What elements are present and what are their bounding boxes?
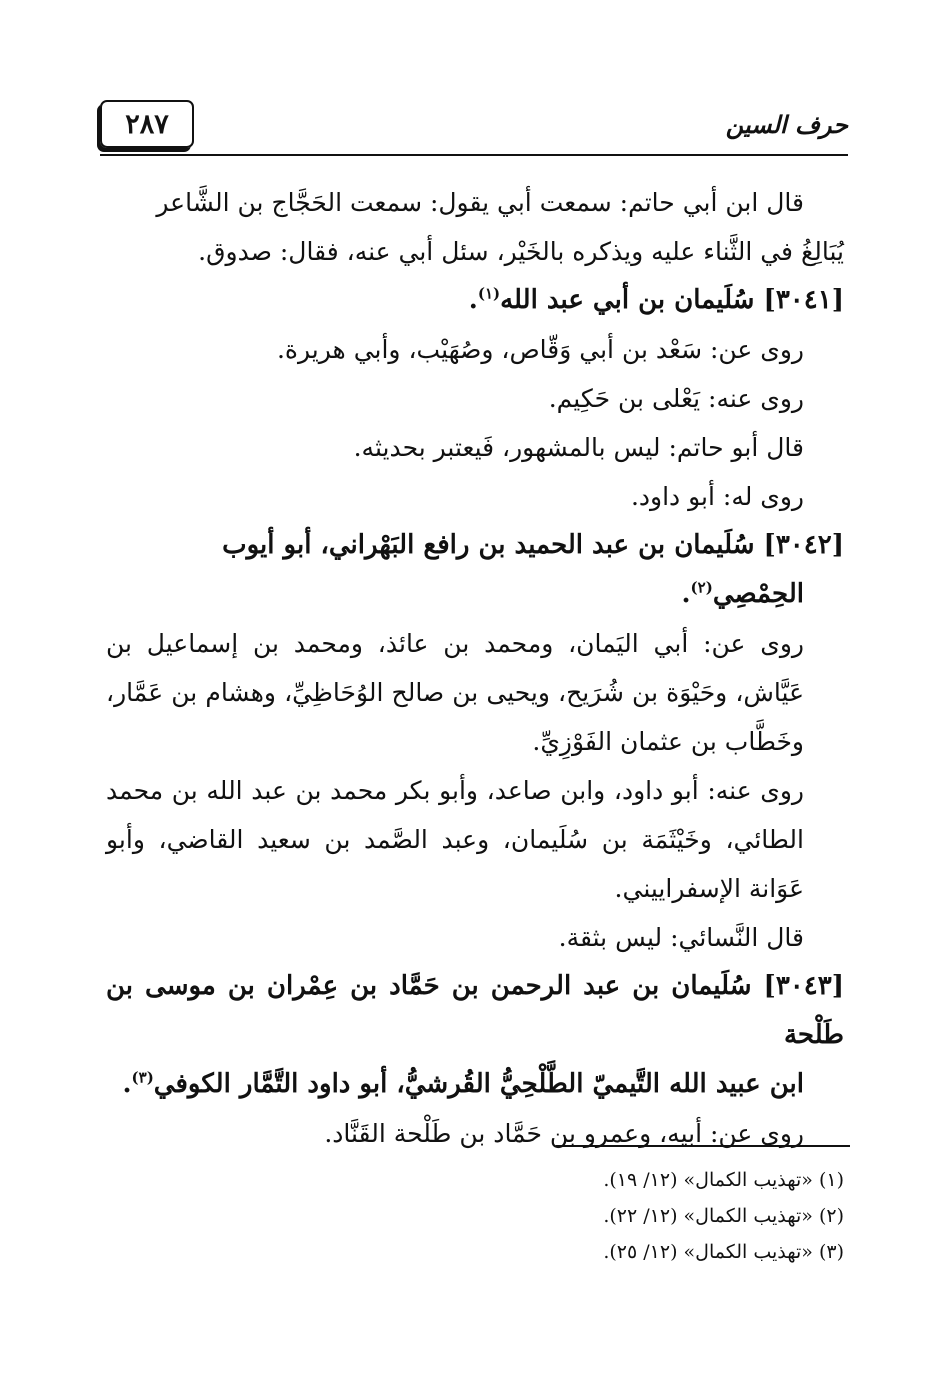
footnote-rule [556,1145,850,1147]
footnote-ref: (١) [477,284,501,303]
main-text [106,178,844,1158]
running-title: حرف السين [725,110,848,139]
entry-line: روى عنه: يَعْلى بن حَكِيم. [548,384,804,413]
entry-heading-3042: [٣٠٤٢] سُلَيمان بن عبد الحميد بن رافع البَهْراني، أبو أيوب [222,530,844,560]
entry-heading-3043: [٣٠٤٣] سُلَيمان بن عبد الرحمن بن حَمَّاد بن عِمْران بن موسى بن طَلْحة [106,971,844,1050]
entry-paragraph: روى عنه: أبو داود، وابن صاعد، وأبو بكر محمد بن عبد الله بن محمد الطائي، وخَيْثَمَة بن سُلَيمان، وعبد الصَّمد بن سعيد القاضي، وأبو عَوَانة الإسفراييني. [106,776,804,903]
entry-title: الحِمْصِي [712,579,804,609]
entry-end: . [468,285,478,315]
entry-end: . [681,579,691,609]
footnote: (١) «تهذيب الكمال» (١٢/ ١٩). [603,1169,844,1191]
entry-heading-3042-cont [106,570,844,619]
entry-line: روى عن: سَعْد بن أبي وَقّاص، وصُهَيْب، وأبي هريرة. [276,335,804,364]
entry-heading-3043-cont [106,1060,844,1109]
footnotes [344,1162,844,1270]
header-rule [100,154,848,156]
entry-title: ابن عبيد الله التَّيميّ الطَّلْحِيُّ القُرشيُّ، أبو داود التَّمَّار الكوفي [153,1069,804,1099]
entry-paragraph: روى عن: أبي اليَمان، ومحمد بن عائذ، ومحمد بن إسماعيل بن عَيَّاش، وحَيْوَة بن شُرَيح، ويحيى بن صالح الوُحَاظِيِّ، وهشام بن عَمَّار، وخَطَّاب بن عثمان الفَوْزِيِّ. [106,629,804,756]
footnote: (٣) «تهذيب الكمال» (١٢/ ٢٥). [603,1241,844,1263]
entry-line: قال أبو حاتم: ليس بالمشهور، فَيعتبر بحديثه. [353,433,804,462]
footnote: (٢) «تهذيب الكمال» (١٢/ ٢٢). [603,1205,844,1227]
paragraph-line: يُبَالِغُ في الثَّناء عليه ويذكره بالخَيْر، سئل أبي عنه، فقال: صدوق. [198,237,844,266]
entry-heading-3041 [106,276,844,325]
entry-line: روى له: أبو داود. [630,482,804,511]
entry-line: روى عن: أبيه، وعمرو بن حَمَّاد بن طَلْحة القَنَّاد. [324,1119,804,1148]
entry-paragraph: قال النَّسائي: ليس بثقة. [558,923,804,952]
page-number: ٢٨٧ [100,100,194,148]
paragraph-line: قال ابن أبي حاتم: سمعت أبي يقول: سمعت الحَجَّاج بن الشَّاعر [156,188,804,217]
footnote-ref: (٢) [690,578,713,597]
entry-title: [٣٠٤١] سُلَيمان بن أبي عبد الله [500,285,844,315]
footnote-ref: (٣) [131,1068,154,1087]
entry-end: . [122,1069,132,1099]
